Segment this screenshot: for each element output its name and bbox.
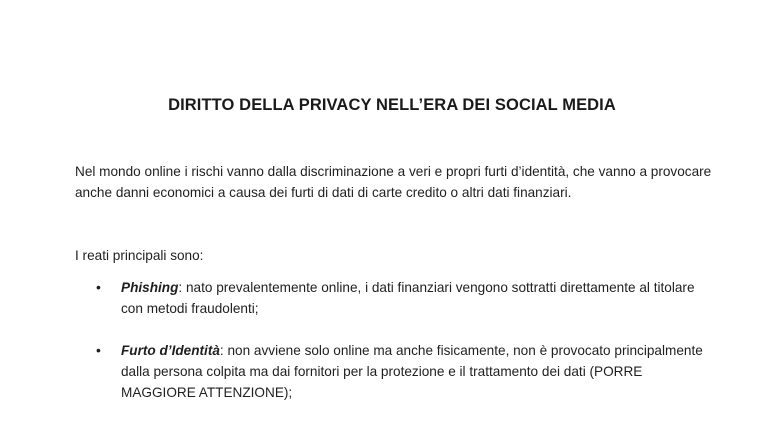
document-title: DIRITTO DELLA PRIVACY NELL’ERA DEI SOCIAL MEDIA xyxy=(168,96,616,114)
bullet-term: Phishing xyxy=(121,280,179,295)
bullet-description: : nato prevalentemente online, i dati finanziari vengono sottratti direttamente al titolare con metodi fraudolenti; xyxy=(121,280,695,316)
bullet-item-phishing xyxy=(96,277,716,319)
bullet-description: : non avviene solo online ma anche fisicamente, non è provocato principalmente dalla persona colpita ma dai fornitori per la protezione e il trattamento dei dati (PORRE MAGGIORE ATTENZIONE); xyxy=(121,343,703,400)
bullet-icon: • xyxy=(96,279,101,295)
lead-paragraph: I reati principali sono: xyxy=(75,248,204,263)
bullet-term: Furto d’Identità xyxy=(121,343,220,358)
bullet-item-identity-theft xyxy=(96,340,716,403)
intro-paragraph: Nel mondo online i rischi vanno dalla discriminazione a veri e propri furti d’identità, che vanno a provocare anche danni economici a causa dei furti di dati di carte credito o altri dati finanziari. xyxy=(75,164,712,200)
bullet-text xyxy=(121,277,716,319)
bullet-icon: • xyxy=(96,342,101,358)
bullet-text xyxy=(121,340,716,403)
